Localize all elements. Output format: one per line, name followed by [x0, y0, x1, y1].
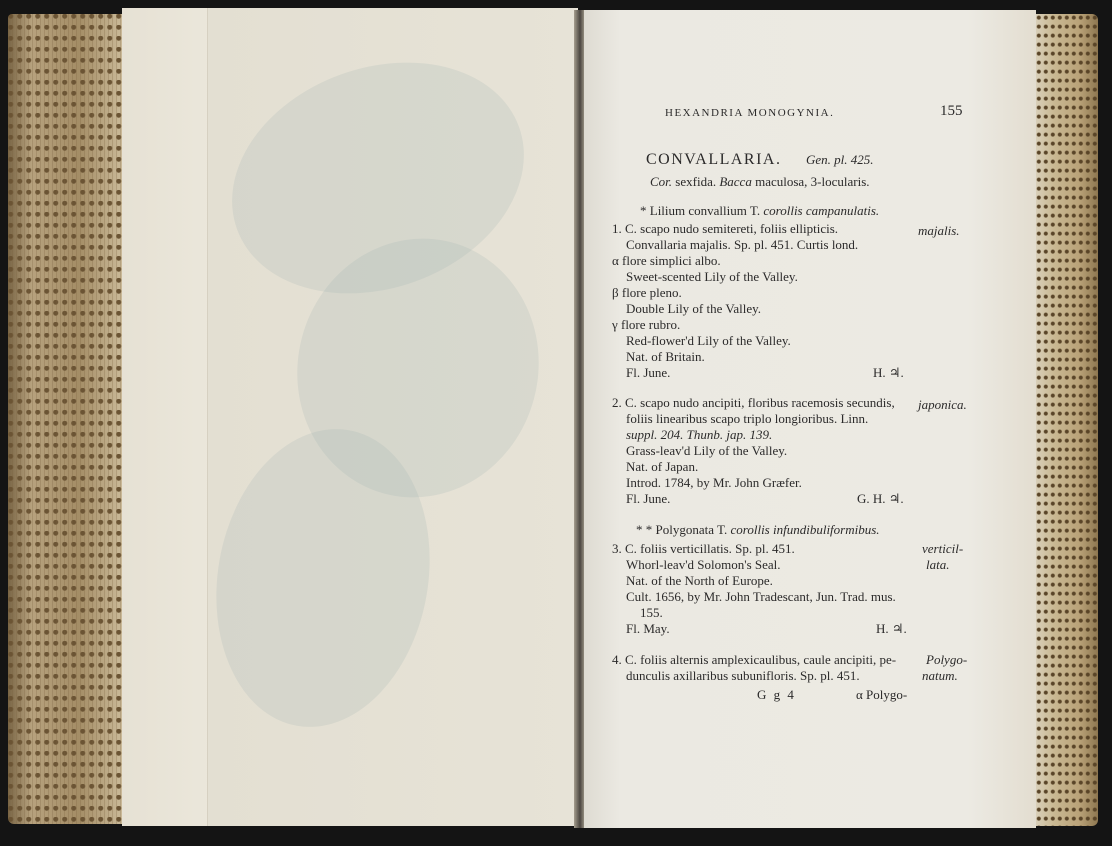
entry-2-line: 2. C. scapo nudo ancipiti, floribus racemosis secundis,: [612, 395, 895, 410]
left-page-block-edge: [8, 14, 126, 824]
genus-reference: Gen. pl. 425.: [806, 152, 874, 167]
entry-1-line: Double Lily of the Valley.: [626, 301, 762, 316]
entry-2-line: Nat. of Japan.: [626, 459, 699, 474]
entry-2-line: Introd. 1784, by Mr. John Græfer.: [626, 475, 802, 490]
entry-1-line: Fl. June.: [626, 365, 671, 380]
entry-1-line: γ flore rubro.: [612, 317, 681, 332]
entry-3-line: Nat. of the North of Europe.: [626, 573, 773, 588]
trivial-name: natum.: [922, 668, 958, 683]
habitat-mark: H. ♃.: [876, 621, 907, 636]
tissue-guard: [207, 8, 578, 826]
entry-1-line: β flore pleno.: [612, 285, 682, 300]
left-page: [122, 8, 577, 826]
trivial-name: japonica.: [918, 397, 967, 412]
entry-4-line: dunculis axillaribus subunifloris. Sp. pl. 451.: [626, 668, 860, 683]
catchword: α Polygo-: [856, 687, 908, 702]
section-heading: * Lilium convallium T. corollis campanulatis.: [640, 203, 880, 218]
entry-2-line: foliis linearibus scapo triplo longioribus. Linn.: [626, 411, 869, 426]
running-head: HEXANDRIA MONOGYNIA.: [665, 107, 835, 119]
entry-2-line: Fl. June.: [626, 491, 671, 506]
page-number: 155: [940, 103, 963, 119]
entry-3-line: 3. C. foliis verticillatis. Sp. pl. 451.: [612, 541, 795, 556]
entry-3-line: Whorl-leav'd Solomon's Seal.: [626, 557, 781, 572]
entry-2-line: suppl. 204. Thunb. jap. 139.: [626, 427, 773, 442]
trivial-name: Polygo-: [926, 652, 968, 667]
entry-3-line: Cult. 1656, by Mr. John Tradescant, Jun. Trad. mus.: [626, 589, 896, 604]
entry-1-line: Red-flower'd Lily of the Valley.: [626, 333, 791, 348]
section-heading: * * Polygonata T. corollis infundibuliformibus.: [636, 522, 880, 537]
trivial-name: verticil-: [922, 541, 964, 556]
trivial-name: majalis.: [918, 223, 960, 238]
genus-character: Cor. sexfida. Bacca maculosa, 3-locularis.: [650, 174, 870, 189]
entry-1-line: Sweet-scented Lily of the Valley.: [626, 269, 798, 284]
entry-2-line: Grass-leav'd Lily of the Valley.: [626, 443, 788, 458]
entry-4-line: 4. C. foliis alternis amplexicaulibus, caule ancipiti, pe-: [612, 652, 897, 667]
right-page-block-edge: [1036, 14, 1098, 826]
entry-3-line: Fl. May.: [626, 621, 670, 636]
trivial-name: lata.: [926, 557, 950, 572]
entry-1-line: 1. C. scapo nudo semitereti, foliis ellipticis.: [612, 221, 839, 236]
genus-name: CONVALLARIA.: [646, 151, 782, 168]
entry-1-line: Convallaria majalis. Sp. pl. 451. Curtis lond.: [626, 237, 859, 252]
entry-1-line: Nat. of Britain.: [626, 349, 705, 364]
habitat-mark: H. ♃.: [873, 365, 904, 380]
entry-1-line: α flore simplici albo.: [612, 253, 721, 268]
habitat-mark: G. H. ♃.: [857, 491, 904, 506]
entry-3-line: 155.: [640, 605, 663, 620]
signature-mark: G g 4: [757, 687, 796, 702]
